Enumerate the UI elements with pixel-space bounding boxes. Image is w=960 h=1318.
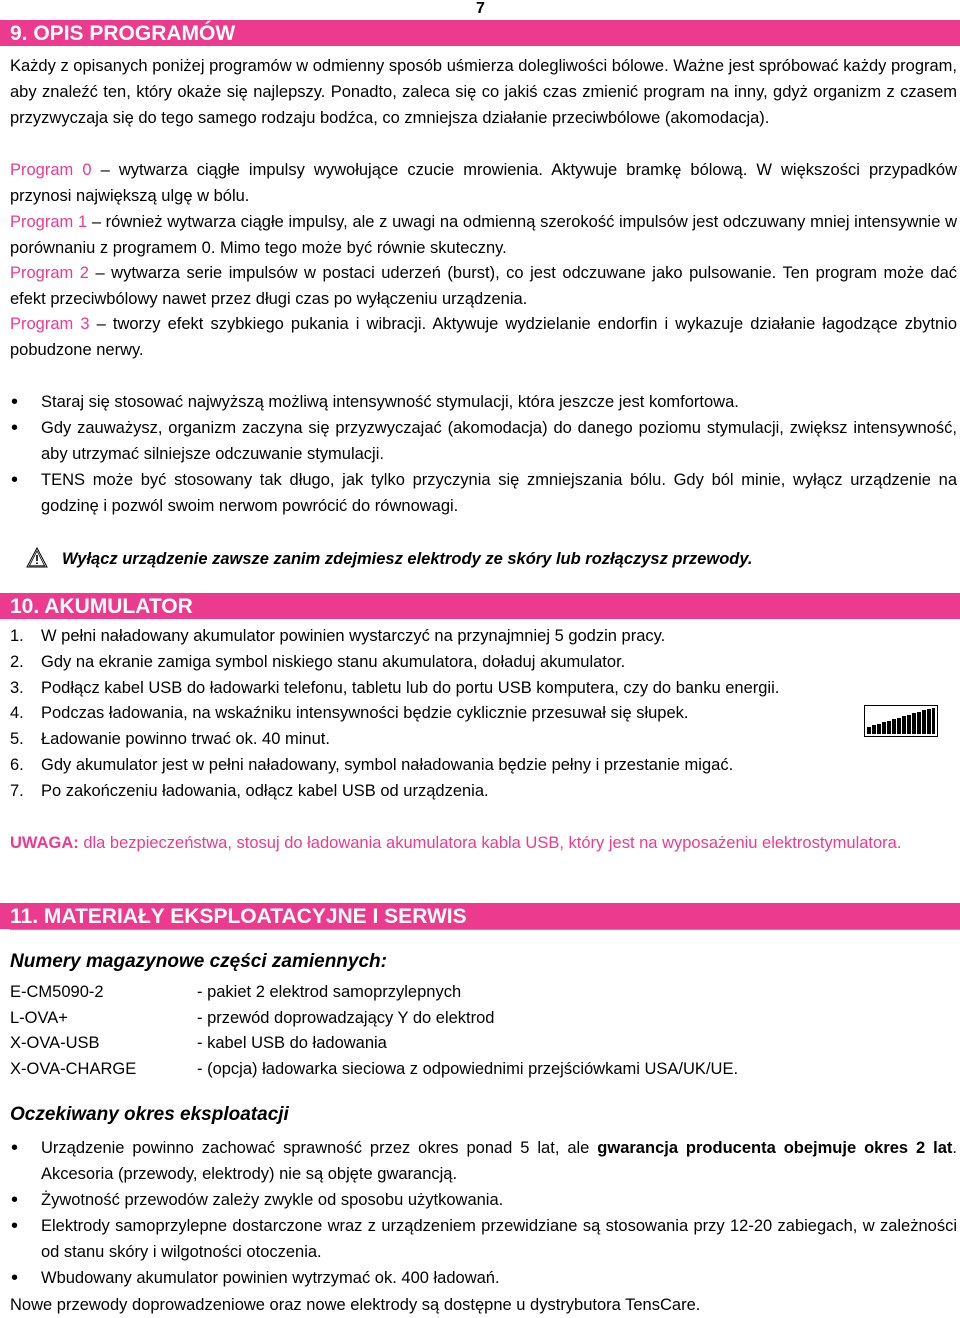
list-item: E-CM5090-2 - pakiet 2 elektrod samoprzylepnych — [10, 983, 462, 1001]
list-item: • Urządzenie powinno zachować sprawność przez okres ponad 5 lat, ale gwarancja producenta obejmuje okres 2 lat. Akcesoria (przewody, elektrody) nie są objęte gwarancją. — [10, 1135, 957, 1187]
note-text: dla bezpieczeństwa, stosuj do ładowania akumulatora kabla USB, który jest na wyposażeniu elektrostymulatora. — [78, 834, 902, 852]
program-3-description — [10, 311, 957, 363]
list-item: 1. W pełni naładowany akumulator powinien wystarczyć na przynajmniej 5 godzin pracy. — [10, 627, 666, 645]
list-item: 4. Podczas ładowania, na wskaźniku intensywności będzie cyklicznie przesuwał się słupek. — [10, 704, 689, 723]
list-item: • Żywotność przewodów zależy zwykle od sposobu użytkowania. — [10, 1187, 957, 1213]
list-item: X-OVA-CHARGE - (opcja) ładowarka sieciowa z odpowiednimi przejściówkami USA/UK/UE. — [10, 1059, 739, 1078]
warning-text: Wyłącz urządzenie zawsze zanim zdejmiesz elektrody ze skóry lub rozłączysz przewody. — [62, 550, 753, 568]
list-item: 6. Gdy akumulator jest w pełni naładowany, symbol naładowania będzie pełny i przestanie migać. — [10, 755, 734, 774]
section-9-heading: 9. OPIS PROGRAMÓW — [0, 20, 960, 46]
intensity-bars-icon — [864, 705, 938, 737]
warning-triangle-icon — [26, 546, 48, 570]
section-9-intro: Każdy z opisanych poniżej programów w odmienny sposób uśmierza dolegliwości bólowe. Ważne jest spróbować każdy program, aby znaleźć ten, który okaże się najlepszy. Ponadto, zaleca się co jakiś czas zmienić program na inny, gdyż organizm z czasem przyzwyczaja się do tego samego rodzaju bodźca, co zmniejsza działanie przeciwbólowe (akomodacja). — [10, 57, 957, 127]
list-item: • TENS może być stosowany tak długo, jak tylko przyczynia się zmniejszania bólu. Gdy ból minie, wyłącz urządzenie na godzinę i pozwól swoim nerwom powrócić do równowagi. — [10, 467, 957, 519]
section-10-heading: 10. AKUMULATOR — [0, 593, 960, 619]
list-item: X-OVA-USB - kabel USB do ładowania — [10, 1034, 387, 1053]
program-1-text: – również wytwarza ciągłe impulsy, ale z uwagi na odmienną szerokość impulsów jest odczuwany mniej intensywnie w porównaniu z programem 0. Mimo tego może być równie skuteczny. — [10, 213, 957, 257]
program-1-description — [10, 209, 957, 261]
program-0-description — [10, 157, 957, 209]
tips-list — [10, 389, 957, 519]
footer-text: Nowe przewody doprowadzeniowe oraz nowe elektrody są dostępne u dystrybutora TensCare. — [10, 1296, 701, 1314]
program-0-label: Program 0 — [10, 161, 92, 179]
lifetime-title: Oczekiwany okres eksploatacji — [10, 1104, 289, 1125]
program-2-text: – wytwarza serie impulsów w postaci uderzeń (burst), co jest odczuwane jako pulsowanie. Ten program może dać efekt przeciwbólowy nawet przez długi czas po wyłączeniu urządzenia. — [10, 264, 957, 308]
list-item: • Staraj się stosować najwyższą możliwą intensywność stymulacji, która jeszcze jest komfortowa. — [10, 389, 957, 415]
list-item: 5. Ładowanie powinno trwać ok. 40 minut. — [10, 730, 330, 749]
program-2-label: Program 2 — [10, 264, 89, 282]
program-2-description — [10, 260, 957, 312]
list-item: 3. Podłącz kabel USB do ładowarki telefonu, tabletu lub do portu USB komputera, czy do banku energii. — [10, 678, 780, 697]
section-11-heading: 11. MATERIAŁY EKSPLOATACYJNE I SERWIS — [0, 903, 960, 929]
program-0-text: – wytwarza ciągłe impulsy wywołujące czucie mrowienia. Aktywuje bramkę bólową. W większości przypadków przynosi największą ulgę w bólu. — [10, 161, 957, 205]
page-number: 7 — [476, 0, 485, 17]
list-item: • Elektrody samoprzylepne dostarczone wraz z urządzeniem przewidziane są stosowania przy 12-20 zabiegach, w zależności od stanu skóry i wilgotności otoczenia. — [10, 1213, 957, 1265]
list-item: L-OVA+ - przewód doprowadzający Y do elektrod — [10, 1008, 495, 1027]
list-item: 2. Gdy na ekranie zamiga symbol niskiego stanu akumulatora, doładuj akumulator. — [10, 652, 626, 671]
parts-title: Numery magazynowe części zamiennych: — [10, 951, 387, 972]
program-1-label: Program 1 — [10, 213, 88, 231]
note-label: UWAGA: — [10, 834, 79, 852]
list-item: • Gdy zauważysz, organizm zaczyna się przyzwyczajać (akomodacja) do danego poziomu stymulacji, zwiększ intensywność, aby utrzymać silniejsze odczuwanie stymulacji. — [10, 415, 957, 467]
warranty-text: gwarancja producenta obejmuje okres 2 lat — [597, 1139, 953, 1157]
list-item: • Wbudowany akumulator powinien wytrzymać ok. 400 ładowań. — [10, 1265, 957, 1291]
program-3-label: Program 3 — [10, 315, 90, 333]
parts-list — [10, 980, 738, 1082]
program-3-text: – tworzy efekt szybkiego pukania i wibracji. Aktywuje wydzielanie endorfin i wykazuje działanie łagodzące zbytnio pobudzone nerwy. — [10, 315, 957, 359]
usb-note — [10, 830, 957, 856]
lifetime-list — [10, 1135, 957, 1291]
charging-steps-list — [10, 624, 957, 805]
divider — [10, 929, 960, 930]
list-item: 7. Po zakończeniu ładowania, odłącz kabel USB od urządzenia. — [10, 781, 489, 800]
